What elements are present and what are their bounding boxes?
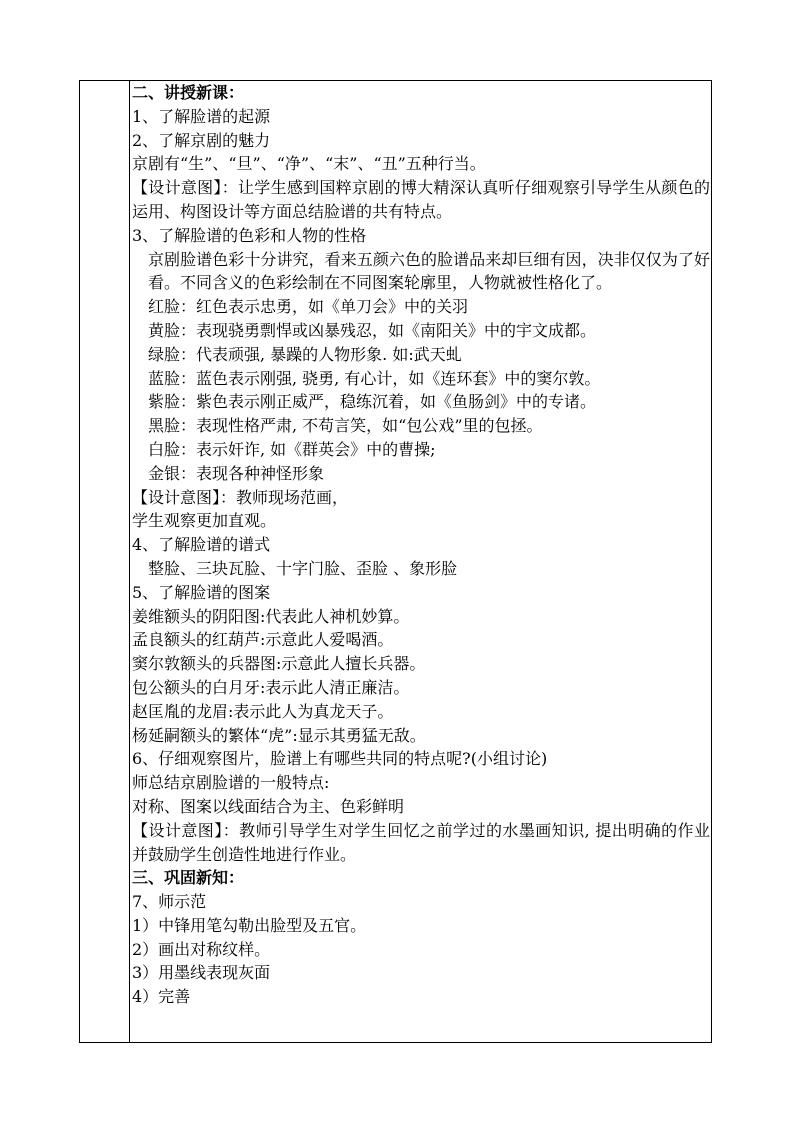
content-line: 黑脸：表现性格严肃, 不苟言笑，如“包公戏”里的包拯。 <box>148 416 543 436</box>
content-line: 黄脸：表现骁勇剽悍或凶暴残忍，如《南阳关》中的宇文成都。 <box>148 320 597 340</box>
content-line: 2）画出对称纹样。 <box>132 939 271 959</box>
content-line: 2、了解京剧的魅力 <box>132 130 271 150</box>
content-line: 1）中锋用笔勾勒出脸型及五官。 <box>132 915 367 935</box>
content-line: 6、仔细观察图片，脸谱上有哪些共同的特点呢?(小组讨论) <box>132 749 548 769</box>
content-line: 金银：表现各种神怪形象 <box>148 463 325 483</box>
content-line: 包公额头的白月牙:表示此人清正廉洁。 <box>132 677 410 697</box>
content-line: 5、了解脸谱的图案 <box>132 582 271 602</box>
content-line: 整脸、三块瓦脸、十字门脸、歪脸 、象形脸 <box>148 558 458 578</box>
content-line: 4）完善 <box>132 987 191 1007</box>
content-line: 京剧有“生”、“旦”、“净”、“末”、“丑”五种行当。 <box>132 154 486 174</box>
section-heading: 三、巩固新知： <box>132 868 245 888</box>
content-line: 【设计意图】：让学生感到国粹京剧的博大精深认真听仔细观察引导学生从颜色的运用、构图设计等方面总结脸谱的共有特点。 <box>132 178 710 221</box>
content-line: 4、了解脸谱的谱式 <box>132 535 271 555</box>
lesson-content <box>132 81 710 1009</box>
content-line: 京剧脸谱色彩十分讲究，看来五颜六色的脸谱品来却巨细有因，决非仅仅为了好看。不同含义的色彩绘制在不同图案轮廓里，人物就被性格化了。 <box>148 249 710 293</box>
section-heading: 二、讲授新课： <box>132 83 245 102</box>
content-line: 红脸：红色表示忠勇，如《单刀会》中的关羽 <box>148 297 469 317</box>
lesson-table <box>79 80 712 1043</box>
content-line: 【设计意图】：教师引导学生对学生回忆之前学过的水墨画知识, 提出明确的作业并鼓励学生创造性地进行作业。 <box>132 820 710 864</box>
content-line: 学生观察更加直观。 <box>132 511 277 531</box>
content-line: 3、了解脸谱的色彩和人物的性格 <box>132 225 367 245</box>
content-line: 7、师示范 <box>132 892 207 912</box>
content-line: 紫脸：紫色表示刚正威严，稳练沉着，如《鱼肠剑》中的专诸。 <box>148 392 597 412</box>
content-line: 赵匡胤的龙眉:表示此人为真龙天子。 <box>132 701 394 721</box>
content-line: 姜维额头的阴阳图:代表此人神机妙算。 <box>132 606 410 626</box>
content-line: 对称、图案以线面结合为主、色彩鲜明 <box>132 796 405 816</box>
content-line: 孟良额头的红葫芦:示意此人爱喝酒。 <box>132 630 394 650</box>
content-line: 师总结京剧脸谱的一般特点: <box>132 773 330 793</box>
content-line: 白脸：表示奸诈, 如《群英会》中的曹操; <box>148 439 436 459</box>
content-line: 杨延嗣额头的繁体“虎”:显示其勇猛无敌。 <box>132 725 426 745</box>
content-line: 1、了解脸谱的起源 <box>132 106 271 126</box>
content-line: 【设计意图】：教师现场范画， <box>132 487 349 507</box>
content-line: 绿脸：代表顽强, 暴躁的人物形象. 如:武天虬 <box>148 344 462 364</box>
content-line: 3）用墨线表现灰面 <box>132 963 271 983</box>
table-label-column <box>80 81 130 1042</box>
content-line: 窦尔敦额头的兵器图:示意此人擅长兵器。 <box>132 654 426 674</box>
content-line: 蓝脸：蓝色表示刚强, 骁勇, 有心计，如《连环套》中的窦尔敦。 <box>148 368 601 388</box>
